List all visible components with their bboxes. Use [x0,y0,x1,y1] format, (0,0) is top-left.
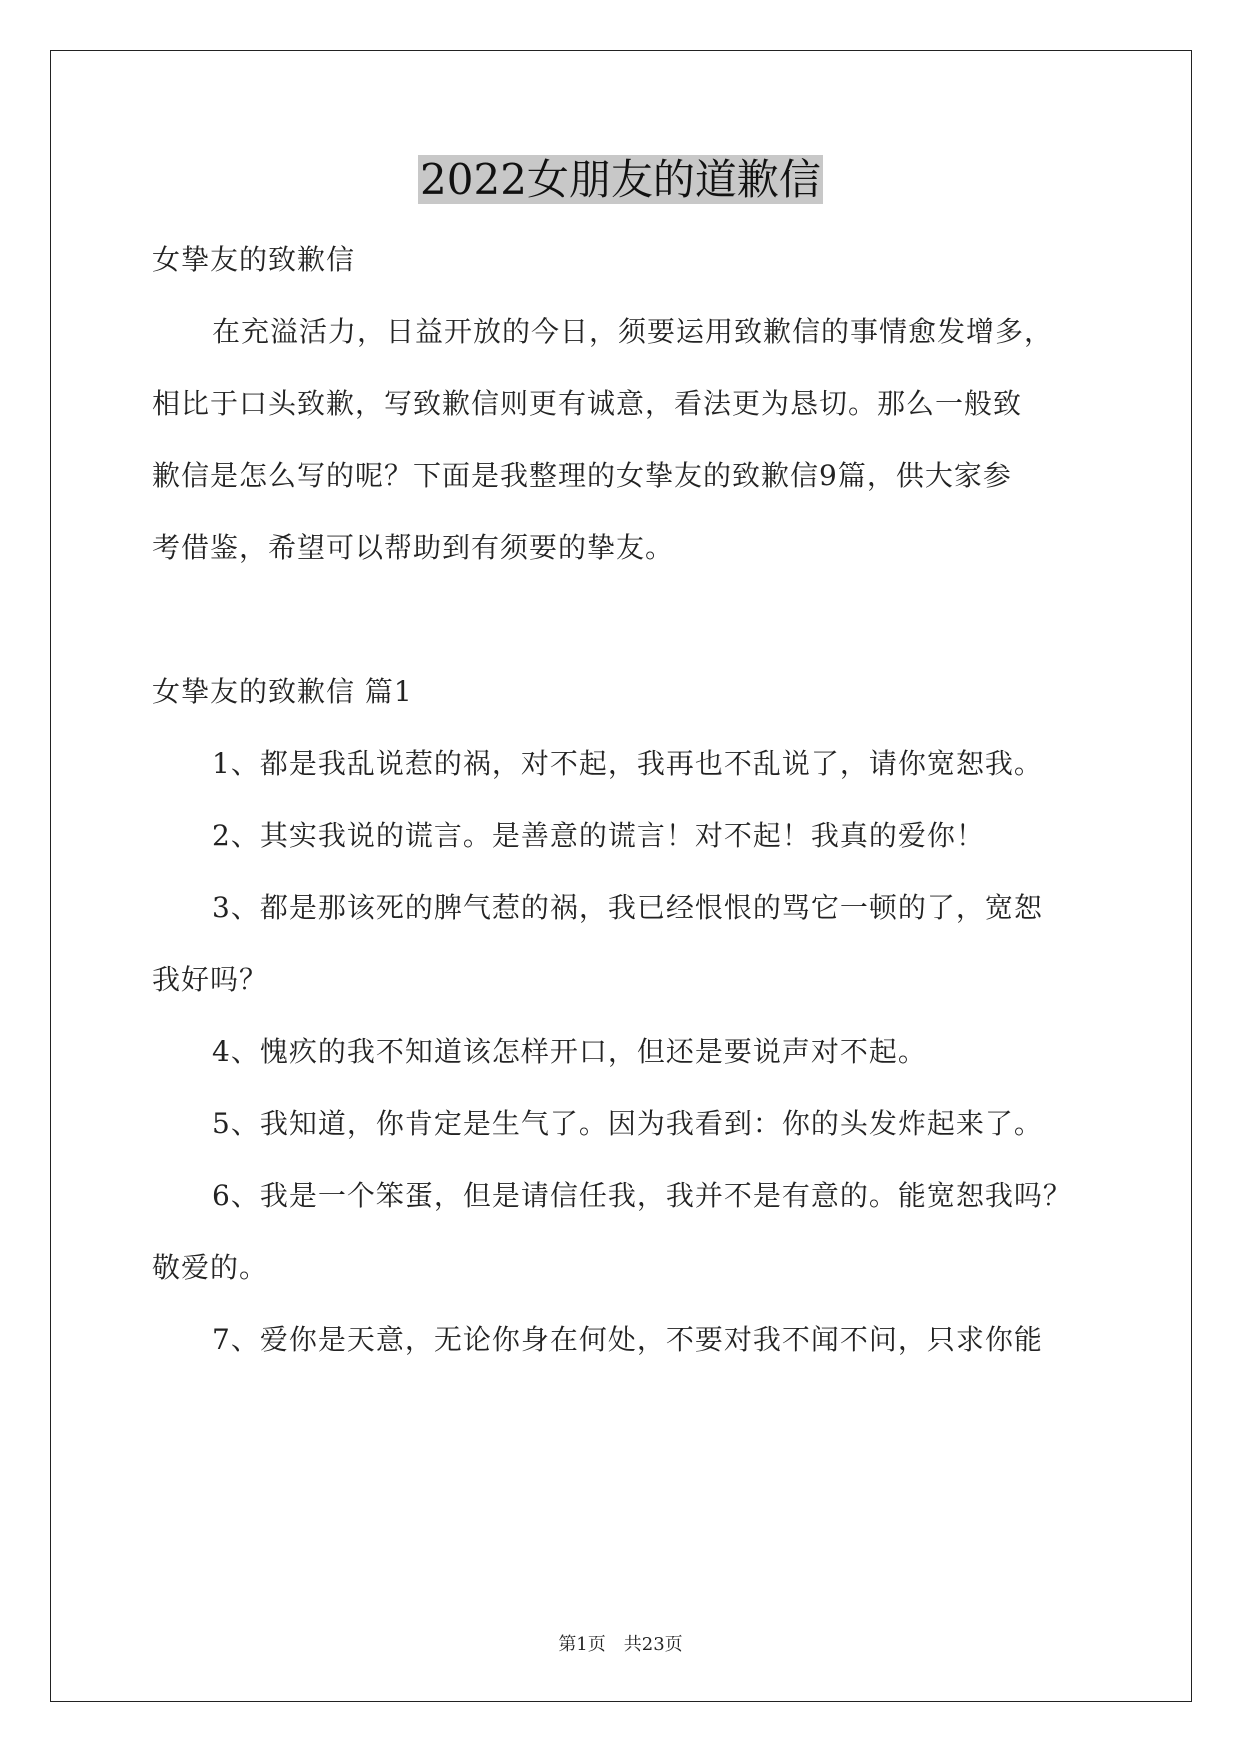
page-frame [50,50,1192,1702]
list-item: 5、我知道，你肯定是生气了。因为我看到：你的头发炸起来了。 [212,1107,1043,1140]
document-title: 2022女朋友的道歉信 [420,155,821,204]
paragraph-line: 歉信是怎么写的呢？下面是我整理的女挚友的致歉信9篇，供大家参 [152,459,1012,492]
list-item-continuation: 敬爱的。 [152,1251,269,1284]
list-item: 6、我是一个笨蛋，但是请信任我，我并不是有意的。能宽恕我吗？ [212,1179,1072,1212]
page-footer: 第1页 共23页 [558,1634,683,1655]
paragraph-line: 考借鉴，希望可以帮助到有须要的挚友。 [152,531,675,564]
intro-heading: 女挚友的致歉信 [152,243,356,276]
section-heading: 女挚友的致歉信 篇1 [152,675,413,708]
paragraph-line: 在充溢活力，日益开放的今日，须要运用致歉信的事情愈发增多， [212,315,1054,348]
list-item-continuation: 我好吗？ [152,963,269,996]
list-item: 3、都是那该死的脾气惹的祸，我已经恨恨的骂它一顿的了，宽恕 [212,891,1043,924]
list-item: 1、都是我乱说惹的祸，对不起，我再也不乱说了，请你宽恕我。 [212,747,1043,780]
list-item: 7、爱你是天意，无论你身在何处，不要对我不闻不问，只求你能 [212,1323,1043,1356]
list-item: 4、愧疚的我不知道该怎样开口，但还是要说声对不起。 [212,1035,927,1068]
paragraph-line: 相比于口头致歉，写致歉信则更有诚意，看法更为恳切。那么一般致 [152,387,1023,420]
list-item: 2、其实我说的谎言。是善意的谎言！对不起！我真的爱你！ [212,819,985,852]
